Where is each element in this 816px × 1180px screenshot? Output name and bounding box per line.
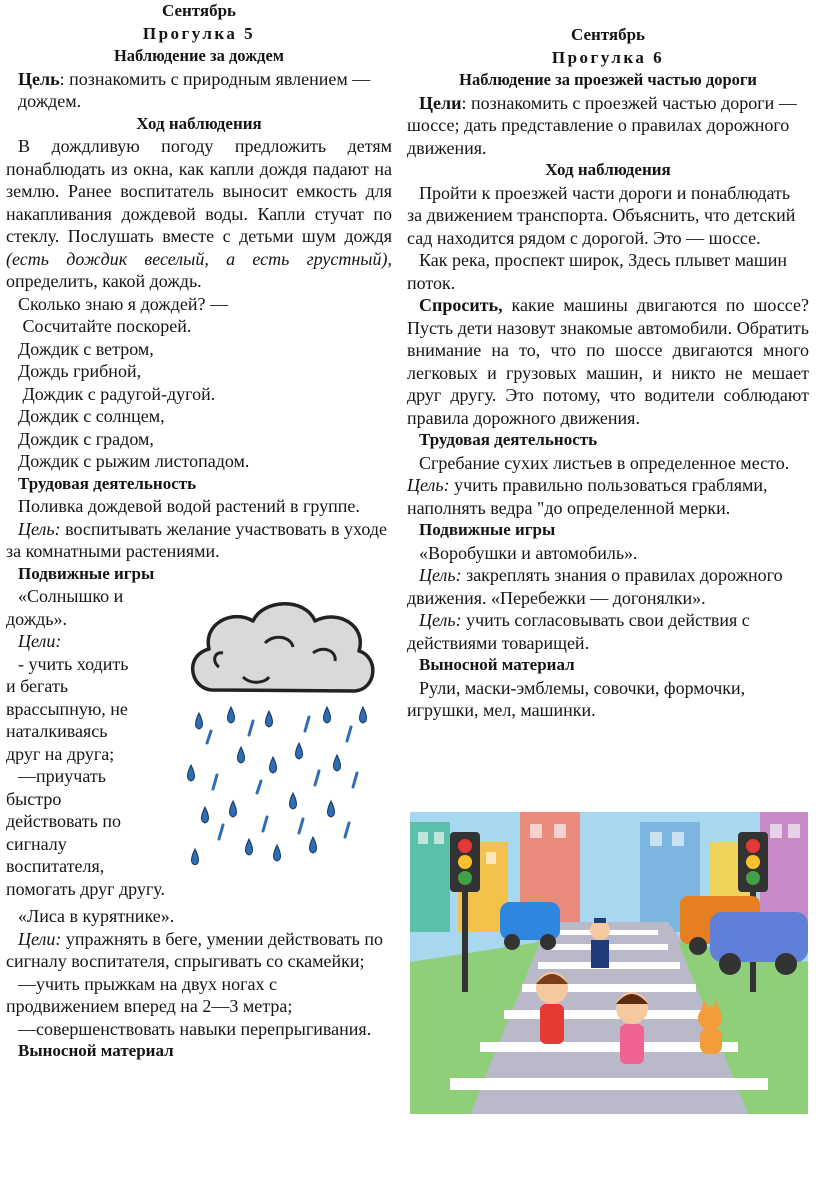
game1-line: наталкиваясь: [6, 721, 108, 741]
left-course-text-2: определить, какой дождь.: [6, 271, 202, 291]
left-goal-label: Цель: [18, 68, 60, 89]
left-month: Сентябрь: [161, 1, 237, 20]
poem-line: Дождик с ветром,: [18, 338, 154, 359]
right-labor-goal-label: Цель:: [407, 475, 450, 495]
right-ask: [407, 294, 809, 429]
game1-line: и бегать: [6, 676, 69, 696]
poem-line: Сколько знаю я дождей? —: [18, 293, 228, 314]
left-labor-heading: Трудовая деятельность: [18, 473, 197, 493]
right-game1-title: «Воробушки и автомобиль».: [419, 542, 638, 563]
game1-line: «Солнышко и: [18, 586, 124, 606]
left-walk-title: Прогулка 5: [142, 23, 256, 43]
left-game2-line2: —учить прыжкам на двух ногах с продвижением вперед на 2—3 метра;: [6, 973, 293, 1016]
right-game1-goal-label: Цель:: [419, 565, 462, 585]
left-course-heading: Ход наблюдения: [136, 113, 262, 133]
right-course-text: Пройти к проезжей части дороги и понаблюдать за движением транспорта. Объяснить, что детский сад находится рядом с дорогой. Это — шоссе.: [407, 182, 796, 248]
right-poem-text: Как река, проспект широк, Здесь плывет машин поток.: [407, 250, 787, 293]
right-topic: Наблюдение за проезжей частью дороги: [459, 70, 757, 89]
poem-line: Дождик с радугой-дугой.: [18, 383, 216, 404]
right-game2-goal-label: Цель:: [419, 610, 462, 630]
poem-line: Дождик с солнцем,: [18, 406, 165, 426]
left-course-text-1: В дождливую погоду предложить детям понаблюдать из окна, как капли дождя падают на землю. Ранее воспитатель выносит емкость для накапливания дождевой воды. Капли стучат по стеклу. Послушать вместе с детьми шум дождя: [6, 136, 392, 246]
left-labor-text: Поливка дождевой водой растений в группе.: [18, 496, 360, 516]
game1-line: друг на друга;: [6, 743, 115, 764]
game1-line: воспитателя,: [6, 856, 105, 876]
poem-line: Сосчитайте поскорей.: [18, 316, 192, 336]
left-game2-goal-text: упражнять в беге, умении действовать по сигналу воспитателя, спрыгивать со скамейки;: [6, 928, 384, 971]
left-game2-goal: [6, 928, 392, 973]
left-game2-goal-label: Цели:: [18, 928, 62, 949]
right-game1-goal: [407, 564, 809, 609]
right-labor-heading: Трудовая деятельность: [419, 430, 598, 449]
right-labor-text: [407, 452, 809, 520]
game1-line: быстро: [6, 788, 62, 809]
left-goal: [6, 68, 392, 113]
left-topic: Наблюдение за дождем: [113, 46, 285, 65]
poem-line: Дождь грибной,: [18, 361, 142, 381]
poem-line: Дождик с градом,: [18, 428, 154, 449]
left-games-heading: Подвижные игры: [18, 563, 155, 583]
left-course-text: [6, 135, 392, 293]
right-labor-text-2: учить правильно пользоваться граблями, наполнять ведра "до определенной мерки.: [407, 475, 768, 518]
game1-line: врассыпную, не: [6, 698, 128, 719]
right-month: Сентябрь: [570, 25, 646, 44]
right-walk-title: Прогулка 6: [551, 47, 665, 67]
right-course-heading: Ход наблюдения: [545, 160, 671, 179]
left-game1-text: [6, 585, 176, 900]
right-goal-text: : познакомить с проезжей частью дороги — шоссе; дать представление о правилах дорожного движения.: [407, 92, 797, 158]
right-ask-label: Спросить,: [419, 295, 503, 315]
right-labor-text-1: Сгребание сухих листьев в определенное место.: [419, 452, 790, 473]
right-material-text: Рули, маски-эмблемы, совочки, формочки, игрушки, мел, машинки.: [407, 677, 746, 720]
left-game2-title: «Лиса в курятнике».: [18, 906, 175, 926]
right-goal: [407, 92, 809, 160]
game1-line: дождь».: [6, 608, 68, 629]
right-game1-goal-text: закреплять знания о правилах дорожного движения. «Перебежки — догонялки».: [407, 565, 783, 608]
left-game2-line3: —совершенствовать навыки перепрыгивания.: [18, 1018, 372, 1039]
left-column: [6, 0, 392, 1063]
game1-line: помогать друг другу.: [6, 878, 165, 899]
game1-line: сигналу: [6, 833, 67, 854]
right-goal-label: Цели: [419, 92, 462, 113]
left-material-heading: Выносной материал: [18, 1041, 174, 1060]
rain-cloud-icon: [181, 595, 381, 865]
rain-game-block: [6, 585, 392, 899]
right-ask-text: какие машины двигаются по шоссе? Пусть дети назовут знакомые автомобили. Обратить внимание на то, что по шоссе двигаются много легковых и грузовых машин, и никто не мешает друг другу. Это потому, что водители соблюдают правила дорожного движения.: [407, 295, 809, 428]
left-labor-goal: [6, 518, 392, 563]
left-course-text-italic: (есть дождик веселый, а есть грустный),: [6, 248, 392, 269]
left-labor-goal-text: воспитывать желание участвовать в уходе за комнатными растениями.: [6, 518, 387, 561]
right-game2-goal-text: учить согласовывать свои действия с действиями товарищей.: [407, 610, 750, 653]
right-games-heading: Подвижные игры: [419, 520, 556, 539]
street-crossing-illustration-icon: [410, 812, 808, 1114]
left-labor-goal-label: Цель:: [18, 518, 61, 539]
game1-line: - учить ходить: [18, 653, 129, 674]
game1-line: Цели:: [18, 631, 62, 651]
game1-line: действовать по: [6, 811, 122, 831]
right-material-heading: Выносной материал: [419, 655, 575, 674]
game1-line: —приучать: [18, 766, 106, 786]
left-goal-text: : познакомить с природным явлением — дождем.: [18, 68, 371, 111]
left-poem: [6, 293, 392, 473]
right-column: [407, 24, 809, 722]
right-game2-goal: [407, 609, 809, 654]
poem-line: Дождик с рыжим листопадом.: [18, 451, 250, 471]
